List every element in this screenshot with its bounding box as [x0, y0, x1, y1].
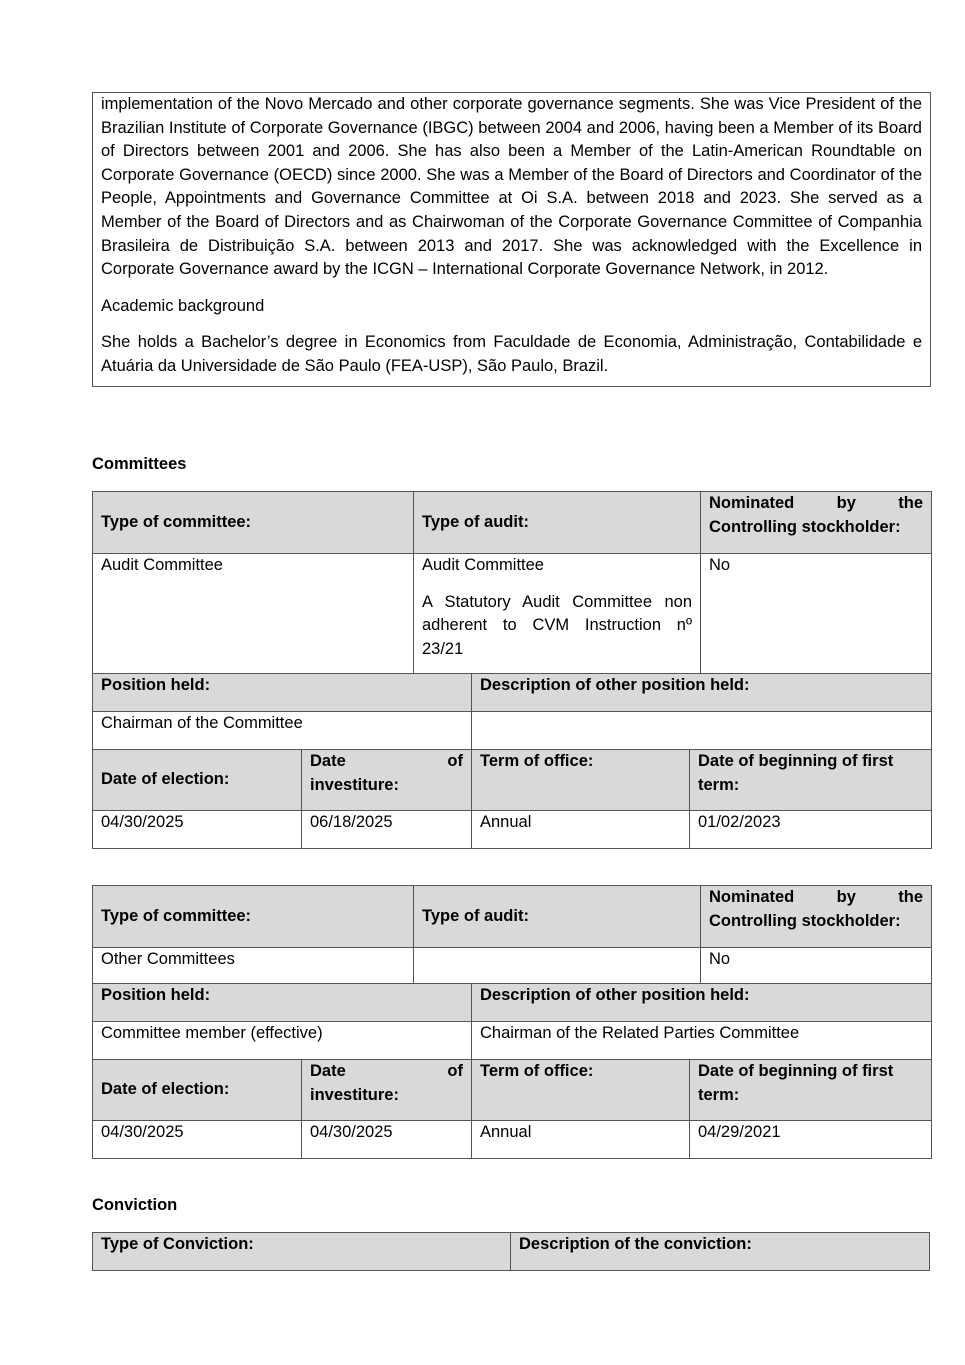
committees-title: Committees: [92, 455, 187, 473]
committee-2-type: Other Committees: [93, 948, 414, 985]
committee-1-position-rows: [92, 673, 932, 750]
position-held-label: Position held:: [93, 984, 472, 1022]
other-position-label: Description of other position held:: [472, 674, 932, 712]
committee-1-audit-note: A Statutory Audit Committee non adherent to CVM Instruction nº 23/21: [422, 592, 692, 658]
committee-1-date-rows: [92, 749, 932, 849]
nominated-label: Nominated by the Controlling stockholder:: [701, 492, 932, 554]
committee-2-position-rows: [92, 983, 932, 1060]
committee-1-first-term-date: 01/02/2023: [690, 811, 932, 849]
other-position-label: Description of other position held:: [472, 984, 932, 1022]
committee-2-term: Annual: [472, 1121, 690, 1159]
type-of-committee-label: Type of committee:: [93, 492, 414, 554]
academic-background-text: She holds a Bachelor’s degree in Economics from Faculdade de Economia, Administração, Contabilidade e Atuária da Universidade de São Paulo (FEA-USP), São Paulo, Brazil.: [101, 333, 922, 375]
committee-2-nominated: No: [701, 948, 932, 985]
nominated-label: Nominated by the Controlling stockholder:: [701, 886, 932, 948]
date-of-election-label: Date of election:: [93, 1060, 302, 1121]
term-of-office-label: Term of office:: [472, 750, 690, 811]
type-of-audit-label: Type of audit:: [414, 886, 701, 948]
committee-2-election-date: 04/30/2025: [93, 1121, 302, 1159]
committee-2-header-rows: [92, 885, 932, 985]
committee-1-audit-type: Audit Committee: [422, 556, 544, 574]
biography-paragraph: implementation of the Novo Mercado and other corporate governance segments. She was Vice President of the Brazilian Institute of Corporate Governance (IBGC) between 2004 and 2006, having been a Member of its Board of Directors between 2001 and 2006. She has also been a Member of the Latin-American Roundtable on Corporate Governance (OECD) since 2000. She was a Member of the Board of Directors and Coordinator of the People, Appointments and Governance Committee at Oi S.A. between 2018 and 2023. She served as a Member of the Board of Directors and as Chairwoman of the Corporate Governance Committee of Companhia Brasileira de Distribuição S.A. between 2013 and 2017. She was acknowledged with the Excellence in Corporate Governance award by the ICGN – International Corporate Governance Network, in 2012.: [101, 95, 922, 279]
type-of-committee-label: Type of committee:: [93, 886, 414, 948]
committee-1-investiture-date: 06/18/2025: [302, 811, 472, 849]
committee-2-date-rows: [92, 1059, 932, 1159]
committee-1-header-row: [92, 491, 932, 675]
committee-1-term: Annual: [472, 811, 690, 849]
committee-1-other-position: [472, 712, 932, 750]
date-first-term-label: Date of beginning of first term:: [690, 750, 932, 811]
type-of-audit-label: Type of audit:: [414, 492, 701, 554]
committee-1-position: Chairman of the Committee: [93, 712, 472, 750]
committee-2-other-position: Chairman of the Related Parties Committee: [472, 1022, 932, 1060]
conviction-title: Conviction: [92, 1196, 178, 1214]
committee-2-investiture-date: 04/30/2025: [302, 1121, 472, 1159]
term-of-office-label: Term of office:: [472, 1060, 690, 1121]
date-first-term-label: Date of beginning of first term:: [690, 1060, 932, 1121]
committee-2-position: Committee member (effective): [93, 1022, 472, 1060]
date-of-investiture-label: Date of investiture:: [302, 1060, 472, 1121]
conviction-table: [92, 1232, 930, 1271]
date-of-investiture-label: Date of investiture:: [302, 750, 472, 811]
conviction-description-label: Description of the conviction:: [511, 1233, 930, 1271]
date-of-election-label: Date of election:: [93, 750, 302, 811]
committee-1-audit: [414, 554, 701, 675]
conviction-type-label: Type of Conviction:: [93, 1233, 511, 1271]
committee-1-election-date: 04/30/2025: [93, 811, 302, 849]
academic-background-heading: Academic background: [101, 296, 265, 315]
biography-box: [92, 92, 931, 387]
committee-2-first-term-date: 04/29/2021: [690, 1121, 932, 1159]
committee-1-type: Audit Committee: [93, 554, 414, 675]
committee-2-audit: [414, 948, 701, 985]
committee-1-nominated: No: [701, 554, 932, 675]
position-held-label: Position held:: [93, 674, 472, 712]
